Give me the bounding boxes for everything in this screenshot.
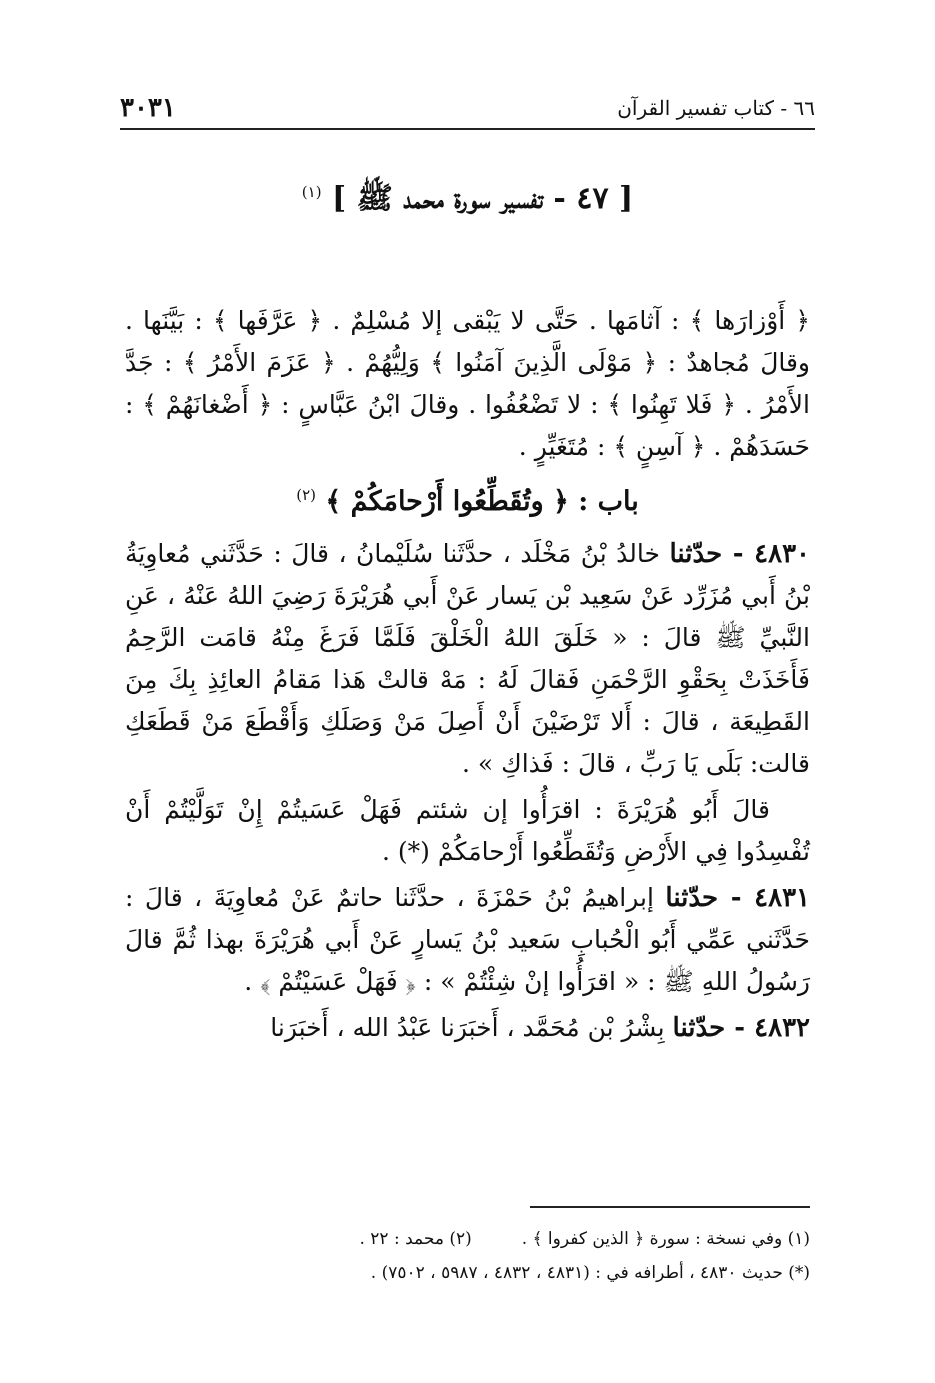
footnote-separator [530,1206,810,1208]
footnote-1: (١) وفي نسخة : سورة ﴿ الذين كفروا ﴾ . [521,1229,810,1249]
section-title [0,180,935,223]
hadith-number: ٤٨٣١ - حدّثنا [665,883,810,913]
footnotes [125,1222,810,1290]
bab-heading [125,474,810,523]
hadith-4830 [125,533,810,785]
page-header [120,88,815,130]
intro-paragraph: ﴿ أَوْزارَها ﴾ : آثامَها . حَتَّى لا يَبْقى إلا مُسْلِمٌ . ﴿ عَرَّفَها ﴾ : بَيَّنَها . وقالَ مُجاهدٌ : ﴿ مَوْلَى الَّذِينَ آمَنُوا ﴾ وَلِيُّهُمْ . ﴿ عَزَمَ الأَمْرُ ﴾ : جَدَّ الأَمْرُ . ﴿ فَلا تَهِنُوا ﴾ : لا تَضْعُفُوا . وقالَ ابْنُ عَبَّاسٍ : ﴿ أَضْغانَهُمْ ﴾ : حَسَدَهُمْ . ﴿ آسِنٍ ﴾ : مُتَغَيِّرٍ . [125,306,810,461]
bab-text: باب : ﴿ وتُقَطِّعُوا أَرْحامَكُمْ ﴾ [325,486,639,517]
bab-footnote-ref: (٢) [296,486,316,504]
hadith-text: إبراهيمُ بْنُ حَمْزَةَ ، حدَّثَنا حاتمٌ عَنْ مُعاوِيَةَ ، قالَ : حَدَّثَني عَمِّي أَبُو الْحُبابِ سَعيد بْنُ يَسارٍ عَنْ أَبي هُرَيْرَةَ بهذا ثُمَّ قالَ رَسُولُ اللهِ ﷺ : « اقرَأُوا إنْ شِئْتُمْ » : ﴿ فَهَلْ عَسَيْتُمْ ﴾ . [125,883,810,996]
title-footnote-ref: (١) [301,183,322,201]
abu-hurayra-paragraph: قالَ أَبُو هُرَيْرَةَ : اقرَأُوا إن شئتم فَهَلْ عَسَيتُمْ إِنْ تَوَلَّيْتُمْ أَنْ تُفْسِدُوا فِي الأَرْضِ وَتُقَطِّعُوا أَرْحامَكُمْ (*) . [125,795,810,866]
page-number: ٣٠٣١ [120,93,176,123]
hadith-4831 [125,877,810,1003]
chapter-title: ٦٦ - كتاب تفسير القرآن [617,96,815,120]
footnote-star: (*) حديث ٤٨٣٠ ، أطرافه في : (٤٨٣١ ، ٤٨٣٢ ، ٥٩٨٧ ، ٧٥٠٢) . [370,1263,810,1283]
footnote-2: (٢) محمد : ٢٢ . [359,1229,472,1249]
hadith-text: بِشْرُ بْن مُحَمَّد ، أَخبَرَنا عَبْدُ الله ، أَخبَرَنا [270,1013,665,1042]
hadith-text: خالدُ بْنُ مَخْلَد ، حدَّثَنا سُلَيْمانُ ، قالَ : حَدَّثَني مُعاوِيَةُ بْنُ أَبي مُزَرِّد عَنْ سَعِيد بْن يَسار عَنْ أَبي هُرَيْرَةَ رَضِيَ اللهُ عَنْهُ ، عَنِ النَّبيِّ ﷺ قالَ : « خَلَقَ اللهُ الْخَلْقَ فَلَمَّا فَرَغَ مِنْهُ قامَت الرَّحِمُ فَأَخَذَتْ بِحَقْوِ الرَّحْمَنِ فَقالَ لَهُ : مَهْ قالتْ هَذا مَقامُ العائِذِ بِكَ مِنَ القَطِيعَة ، قالَ : أَلا تَرْضَيْنَ أَنْ أَصِلَ مَنْ وَصَلَكِ وَأَقْطَعَ مَنْ قَطَعَكِ قالت: بَلَى يَا رَبِّ ، قالَ : فَذاكِ » . [125,539,810,778]
hadith-number: ٤٨٣٢ - حدّثنا [672,1013,810,1043]
footnote-row [125,1222,810,1256]
section-title-text: [ ٤٧ - تفسير سورة محمد ﷺ ] [332,181,634,216]
hadith-number: ٤٨٣٠ - حدّثنا [669,539,810,569]
hadith-4832 [125,1007,810,1049]
main-text [125,300,810,1053]
